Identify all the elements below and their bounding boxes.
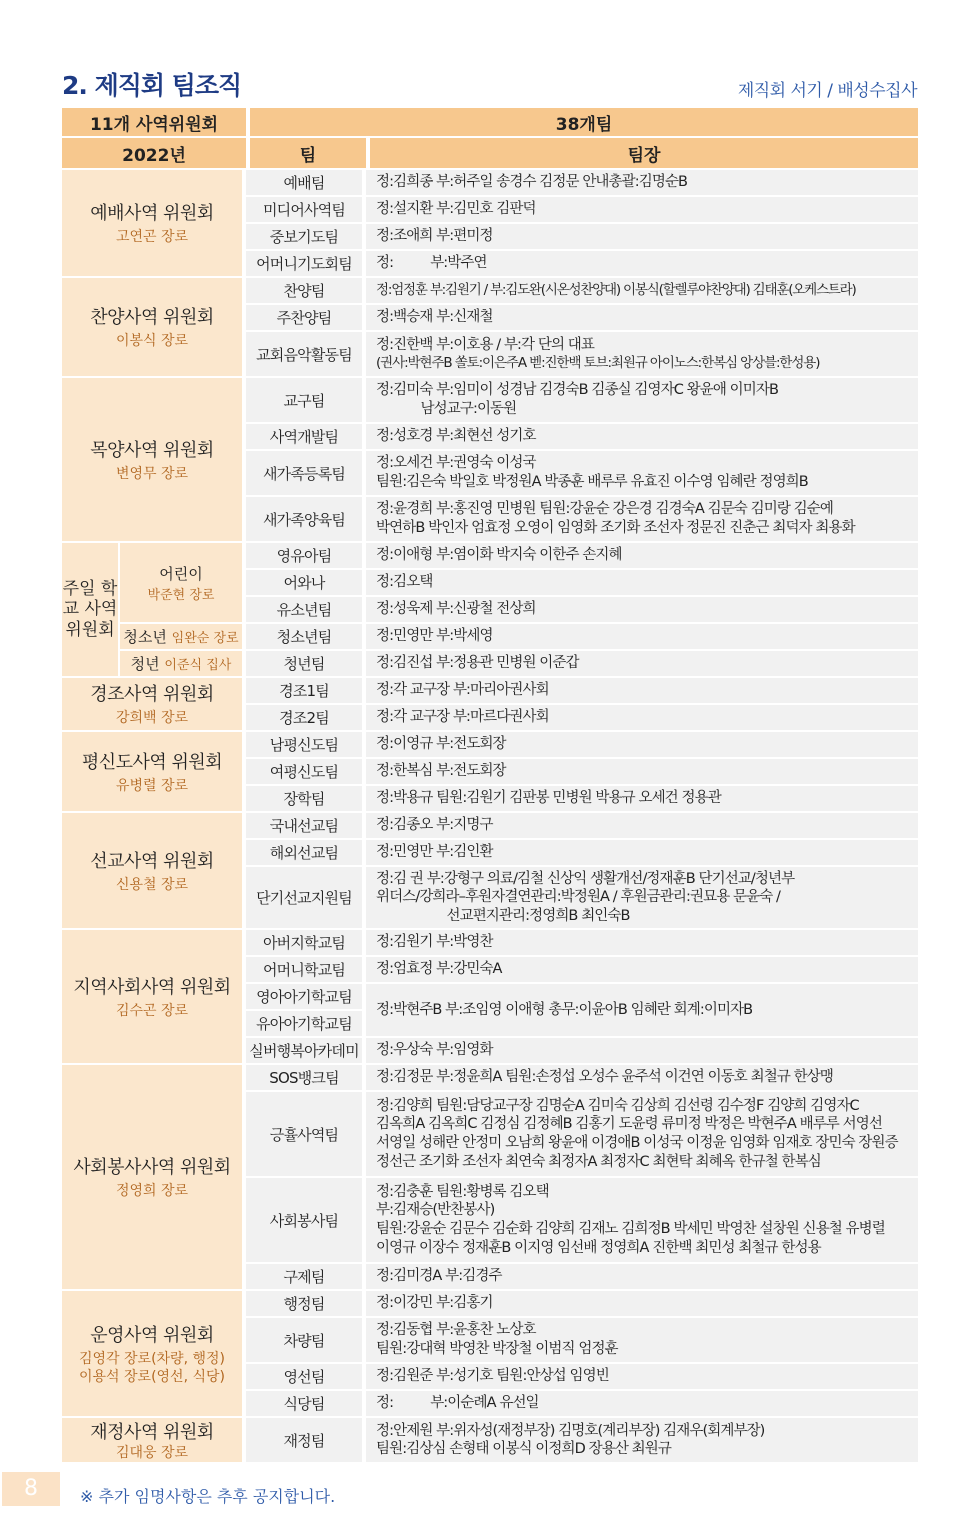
team-name: 어머니학교팀: [246, 957, 366, 984]
team-leaders: 정:성호경 부:최현선 성기호: [366, 424, 918, 451]
team-leaders: 정:김진섭 부:정용관 민병원 이준갑: [366, 651, 918, 678]
team-leaders: 정:이영규 부:전도회장: [366, 732, 918, 759]
team-leaders: 정:김종오 부:지명구: [366, 813, 918, 840]
team-leaders: 정: 부:이순례A 유선일: [366, 1391, 918, 1418]
committee-name: 평신도사역 위원회: [81, 751, 223, 773]
committee-leader: 신용철 장로: [115, 876, 189, 893]
committee-community: [62, 930, 246, 1065]
team-leaders: 정:김미경A 부:김경주: [366, 1264, 918, 1291]
committee-name: 사회봉사사역 위원회: [73, 1157, 231, 1179]
team-leaders: 정:우상숙 부:임영화: [366, 1038, 918, 1065]
team-leaders: 정:민영만 부:박세영: [366, 624, 918, 651]
committee-leader: 변영무 장로: [115, 465, 189, 482]
committee-sunday-school: 주일 학교 사역 위원회: [62, 543, 120, 678]
subcommittee-name: 어린이: [159, 564, 203, 583]
team-name: 찬양팀: [246, 278, 366, 305]
page-title: 2. 제직회 팀조직: [62, 71, 242, 100]
committee-leader: 강희백 장로: [115, 710, 189, 727]
team-leaders: 정:김 권 부:강형구 의료/김철 신상익 생활개선/정재훈B 단기선교/청년부 위더스/강희라–후원자결연관리:박정원A / 후원금관리:권묘용 문윤숙 / 선교편지관리:정영희B 최인숙B: [366, 867, 918, 930]
committee-name: 지역사회사역 위원회: [73, 976, 231, 998]
team-name: 남평신도팀: [246, 732, 366, 759]
committee-leader: 이용석 장로(영선, 식당): [79, 1369, 225, 1385]
team-name: 새가족등록팀: [246, 451, 366, 497]
team-leaders: 정: 부:박주연: [366, 251, 918, 278]
team-leaders: 정:김오택: [366, 570, 918, 597]
team-name: 긍휼사역팀: [246, 1092, 366, 1178]
team-leaders: 정:한복심 부:전도회장: [366, 759, 918, 786]
committee-table: [62, 108, 918, 1464]
team-name: 교구팀: [246, 378, 366, 424]
team-name: 차량팀: [246, 1318, 366, 1364]
team-name: 해외선교팀: [246, 840, 366, 867]
committee-name: 찬양사역 위원회: [90, 307, 214, 329]
team-name: 유소년팀: [246, 597, 366, 624]
committee-operations: [62, 1291, 246, 1418]
team-name: 주찬양팀: [246, 305, 366, 332]
team-name: 어머니기도회팀: [246, 251, 366, 278]
team-name: 단기선교지원팀: [246, 867, 366, 930]
team-leaders: 정:김희종 부:허주일 송경수 김정문 안내총괄:김명순B: [366, 170, 918, 197]
author-credit: 제직회 서기 / 배성수집사: [737, 81, 917, 101]
committee-family-events: [62, 678, 246, 732]
header-committees: 11개 사역위원회: [62, 108, 246, 138]
team-name: 여평신도팀: [246, 759, 366, 786]
committee-leader: 김수곤 장로: [115, 1002, 189, 1019]
footnote: ※ 추가 임명사항은 추후 공지합니다.: [80, 1487, 336, 1506]
team-name: 어와나: [246, 570, 366, 597]
team-leaders: 정:김충훈 팀원:황병록 김오택 부:김재승(반찬봉사) 팀원:강윤순 김문수 김순화 김양희 김재노 김희정B 박세민 박영찬 설창원 신용철 유병렬 이영규 이장수 정재훈B 이지영 임선배 정영희A 진한백 최민성 최철규 한성용: [366, 1178, 918, 1264]
team-leaders: 정:엄효정 부:강민숙A: [366, 957, 918, 984]
committee-name: 예배사역 위원회: [90, 203, 214, 225]
committee-name: 목양사역 위원회: [90, 439, 214, 461]
team-leaders: 정:김원기 부:박영찬: [366, 930, 918, 957]
team-name: 교회음악활동팀: [246, 332, 366, 378]
team-name: 경조2팀: [246, 705, 366, 732]
team-leaders: 정:성욱제 부:신광철 전상희: [366, 597, 918, 624]
team-name: 구제팀: [246, 1264, 366, 1291]
committee-mission: [62, 813, 246, 930]
team-name: 예배팀: [246, 170, 366, 197]
team-name: SOS뱅크팀: [246, 1065, 366, 1092]
header-team: 팀: [246, 138, 366, 170]
committee-praise: [62, 278, 246, 378]
team-leaders: 정:조애희 부:편미정: [366, 224, 918, 251]
team-leaders: 정:박현주B 부:조임영 이애형 총무:이윤아B 임혜란 회계:이미자B: [366, 984, 918, 1038]
header-leader: 팀장: [366, 138, 918, 170]
team-leaders: 정:김동협 부:윤홍찬 노상호 팀원:강대혁 박영찬 박장철 이범직 엄정훈: [366, 1318, 918, 1364]
team-name: 실버행복아카데미: [246, 1038, 366, 1065]
team-name: 청소년팀: [246, 624, 366, 651]
team-leaders: 정:각 교구장 부:마르다권사회: [366, 705, 918, 732]
team-name: 중보기도팀: [246, 224, 366, 251]
team-name: 행정팀: [246, 1291, 366, 1318]
team-leaders: 정:이강민 부:김홍기: [366, 1291, 918, 1318]
team-name: 청년팀: [246, 651, 366, 678]
team-leaders: 정:김정문 부:정윤희A 팀원:손정섭 오성수 윤주석 이건연 이동호 최철규 한상맹: [366, 1065, 918, 1092]
subcommittee-young-adults: 청년 이준식 집사: [120, 651, 246, 678]
team-leaders: 정:윤경희 부:홍진영 민병원 팀원:강윤순 강은경 김경숙A 김문숙 김미랑 김순예 박연하B 박인자 엄효정 오영이 임영화 조기화 조선자 정문진 진춘근 최덕자 최용화: [366, 497, 918, 543]
team-leaders: 정:김원준 부:성기호 팀원:안상섭 임영빈: [366, 1364, 918, 1391]
subcommittee-leader: 박준현 장로: [147, 587, 215, 603]
team-leaders: 정:김미숙 부:임미이 성경남 김경숙B 김종실 김영자C 왕윤애 이미자B 남성교구:이동원: [366, 378, 918, 424]
team-leaders: 정:각 교구장 부:마리아권사회: [366, 678, 918, 705]
committee-name: 운영사역 위원회: [90, 1324, 214, 1346]
team-name: 장학팀: [246, 786, 366, 813]
team-name: 새가족양육팀: [246, 497, 366, 543]
committee-pastoral: [62, 378, 246, 543]
team-name: 영아아기학교팀: [246, 984, 366, 1011]
committee-leader: 김대웅 장로: [115, 1445, 189, 1461]
team-name: 국내선교팀: [246, 813, 366, 840]
header-year: 2022년: [62, 138, 246, 170]
team-leaders: 정:진한백 부:이호용 / 부:각 단의 대표 (권사:박현주B 쏠토:이은주A 벧:진한백 토브:최원규 아이노스:한복심 앙상블:한성용): [366, 332, 918, 378]
committee-leader: 고연곤 장로: [115, 229, 189, 246]
team-leaders: 정:오세건 부:권영숙 이성국 팀원:김은숙 박일호 박정원A 박종훈 배루루 유효진 이수영 임혜란 정영희B: [366, 451, 918, 497]
committee-finance: [62, 1418, 246, 1464]
team-name: 아버지학교팀: [246, 930, 366, 957]
team-leaders: 정:안제원 부:위자성(재정부장) 김명호(계리부장) 김재우(회계부장) 팀원:김상심 손형태 이봉식 이정희D 장용산 최원규: [366, 1418, 918, 1464]
committee-name: 경조사역 위원회: [90, 684, 214, 706]
committee-social-service: [62, 1065, 246, 1291]
team-name: 영유아팀: [246, 543, 366, 570]
team-name: 사회봉사팀: [246, 1178, 366, 1264]
committee-worship: [62, 170, 246, 278]
team-name: 유아아기학교팀: [246, 1011, 366, 1038]
subcommittee-youth: 청소년 임완순 장로: [120, 624, 246, 651]
team-leaders: 정:박용규 팀원:김원기 김판봉 민병원 박용규 오세건 정용관: [366, 786, 918, 813]
committee-name: 재정사역 위원회: [90, 1422, 214, 1443]
header-teams-count: 38개팀: [246, 108, 918, 138]
team-leaders: 정:이애형 부:염이화 박지숙 이한주 손지혜: [366, 543, 918, 570]
team-name: 경조1팀: [246, 678, 366, 705]
committee-leader: 이봉식 장로: [115, 333, 189, 350]
committee-name: 선교사역 위원회: [90, 850, 214, 872]
team-name: 사역개발팀: [246, 424, 366, 451]
committee-laity: [62, 732, 246, 813]
team-leaders: 정:설지환 부:김민호 김판덕: [366, 197, 918, 224]
committee-leader: 김영각 장로(차량, 행정): [79, 1350, 225, 1367]
team-leaders: 정:백승재 부:신재철: [366, 305, 918, 332]
team-name: 미디어사역팀: [246, 197, 366, 224]
page-number: 8: [2, 1472, 60, 1506]
committee-leader: 유병렬 장로: [115, 777, 189, 794]
subcommittee-children: [120, 543, 246, 624]
team-name: 영선팀: [246, 1364, 366, 1391]
team-leaders: 정:엄정훈 부:김원기 / 부:김도완(시온성찬양대) 이봉식(할렐루야찬양대) 김태훈(오케스트라): [366, 278, 918, 305]
team-name: 식당팀: [246, 1391, 366, 1418]
team-name: 재정팀: [246, 1418, 366, 1464]
team-leaders: 정:민영만 부:김인환: [366, 840, 918, 867]
team-leaders: 정:김양희 팀원:담당교구장 김명순A 김미숙 김상희 김선령 김수정F 김양희 김영자C 김옥희A 김옥희C 김정심 김정혜B 김홍기 도윤령 류미정 박정은 박현주A 배루루 서영선 서영일 성해란 안정미 오남희 왕윤애 이경애B 이성국 이정윤 임영화 임재호 장민숙 장원증 정선근 조기화 조선자 최연숙 최정자A 최정자C 최현탁 최혜옥 한규철 한복심: [366, 1092, 918, 1178]
committee-leader: 정영희 장로: [115, 1183, 189, 1200]
